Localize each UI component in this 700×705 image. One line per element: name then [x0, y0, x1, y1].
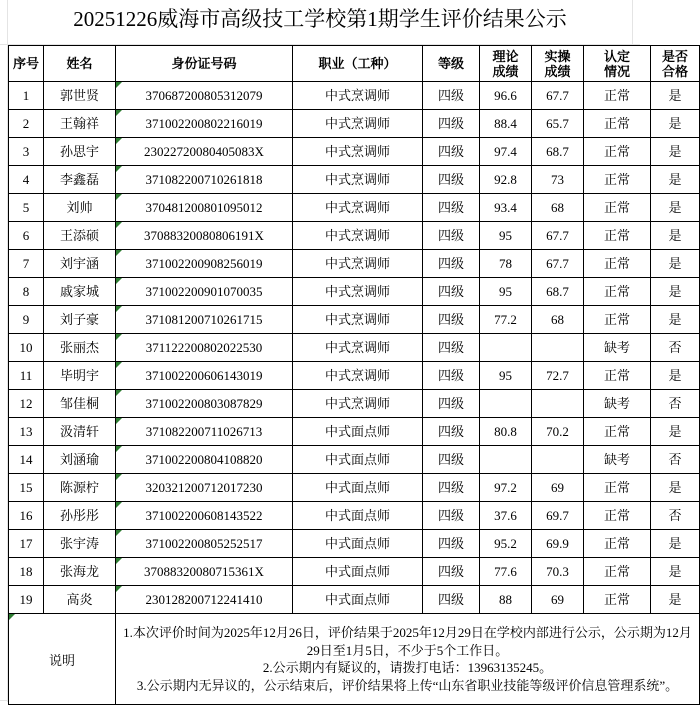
cell-level: 四级 [423, 138, 480, 166]
cell-occupation: 中式面点师 [293, 418, 423, 446]
cell-flag-icon [116, 334, 122, 340]
cell-occupation: 中式烹调师 [293, 222, 423, 250]
cell-practical-score: 67.7 [532, 222, 584, 250]
cell-level: 四级 [423, 558, 480, 586]
table-row [9, 446, 700, 474]
cell-level: 四级 [423, 586, 480, 614]
cell-id-number: 371002200608143522 [116, 502, 293, 530]
cell-pass: 是 [651, 222, 700, 250]
column-header-index: 序号 [9, 46, 44, 82]
cell-index: 5 [9, 194, 44, 222]
cell-practical-score: 73 [532, 166, 584, 194]
cell-pass: 是 [651, 474, 700, 502]
cell-id-number: 230128200712241410 [116, 586, 293, 614]
cell-index: 1 [9, 82, 44, 110]
cell-practical-score: 68.7 [532, 278, 584, 306]
cell-name: 高炎 [44, 586, 116, 614]
cell-flag-icon [116, 306, 122, 312]
cell-occupation: 中式烹调师 [293, 390, 423, 418]
cell-level: 四级 [423, 418, 480, 446]
cell-theory-score: 95 [480, 362, 532, 390]
cell-theory-score: 97.4 [480, 138, 532, 166]
table-row [9, 306, 700, 334]
cell-level: 四级 [423, 530, 480, 558]
cell-theory-score: 95 [480, 222, 532, 250]
cell-index: 6 [9, 222, 44, 250]
cell-status: 正常 [584, 474, 651, 502]
cell-index: 12 [9, 390, 44, 418]
column-header-name: 姓名 [44, 46, 116, 82]
cell-flag-icon [116, 110, 122, 116]
cell-occupation: 中式烹调师 [293, 110, 423, 138]
cell-level: 四级 [423, 110, 480, 138]
cell-name: 邹佳桐 [44, 390, 116, 418]
cell-theory-score: 88.4 [480, 110, 532, 138]
cell-flag-icon [116, 390, 122, 396]
cell-level: 四级 [423, 362, 480, 390]
table-header-row [9, 46, 700, 82]
notes-line-2: 2.公示期内有疑议的，请拨打电话：13963135245。 [262, 660, 553, 675]
cell-name: 张海龙 [44, 558, 116, 586]
cell-theory-score [480, 390, 532, 418]
cell-status: 正常 [584, 250, 651, 278]
cell-theory-score: 80.8 [480, 418, 532, 446]
column-header-pass [651, 46, 700, 82]
cell-practical-score [532, 334, 584, 362]
cell-occupation: 中式烹调师 [293, 306, 423, 334]
cell-practical-score: 68.7 [532, 138, 584, 166]
cell-flag-icon [116, 418, 122, 424]
cell-level: 四级 [423, 194, 480, 222]
cell-pass: 否 [651, 390, 700, 418]
notes-label: 说明 [9, 614, 116, 705]
cell-flag-icon [116, 166, 122, 172]
cell-level: 四级 [423, 502, 480, 530]
cell-id-number: 371002200901070035 [116, 278, 293, 306]
cell-practical-score: 67.7 [532, 250, 584, 278]
cell-name: 陈源柠 [44, 474, 116, 502]
cell-theory-score: 93.4 [480, 194, 532, 222]
cell-pass: 是 [651, 362, 700, 390]
table-row [9, 362, 700, 390]
column-header-practical-line2: 成绩 [544, 63, 571, 79]
cell-practical-score [532, 390, 584, 418]
cell-pass: 否 [651, 334, 700, 362]
cell-practical-score: 69 [532, 586, 584, 614]
cell-flag-icon [116, 446, 122, 452]
cell-level: 四级 [423, 278, 480, 306]
cell-flag-icon [116, 474, 122, 480]
cell-practical-score: 69 [532, 474, 584, 502]
cell-occupation: 中式烹调师 [293, 166, 423, 194]
cell-pass: 是 [651, 166, 700, 194]
cell-practical-score: 68 [532, 306, 584, 334]
cell-index: 10 [9, 334, 44, 362]
cell-id-number: 371002200803087829 [116, 390, 293, 418]
cell-pass: 是 [651, 530, 700, 558]
cell-occupation: 中式面点师 [293, 586, 423, 614]
table-header [9, 46, 700, 82]
cell-status: 正常 [584, 166, 651, 194]
cell-id-number: 320321200712017230 [116, 474, 293, 502]
cell-occupation: 中式面点师 [293, 558, 423, 586]
cell-index: 18 [9, 558, 44, 586]
cell-flag-icon [116, 194, 122, 200]
table-row [9, 250, 700, 278]
table-row [9, 222, 700, 250]
cell-practical-score: 69.9 [532, 530, 584, 558]
cell-practical-score: 68 [532, 194, 584, 222]
cell-occupation: 中式烹调师 [293, 362, 423, 390]
cell-index: 9 [9, 306, 44, 334]
cell-name: 王添硕 [44, 222, 116, 250]
cell-status: 正常 [584, 82, 651, 110]
cell-pass: 否 [651, 446, 700, 474]
cell-name: 刘宇涵 [44, 250, 116, 278]
cell-flag-icon [116, 530, 122, 536]
cell-id-number: 371082200710261818 [116, 166, 293, 194]
cell-id-number: 371002200606143019 [116, 362, 293, 390]
cell-name: 汲清轩 [44, 418, 116, 446]
cell-theory-score: 77.2 [480, 306, 532, 334]
cell-occupation: 中式烹调师 [293, 278, 423, 306]
cell-level: 四级 [423, 166, 480, 194]
cell-flag-icon [9, 614, 15, 620]
cell-practical-score: 72.7 [532, 362, 584, 390]
cell-level: 四级 [423, 222, 480, 250]
table-row [9, 194, 700, 222]
cell-flag-icon [116, 250, 122, 256]
cell-index: 15 [9, 474, 44, 502]
cell-name: 刘帅 [44, 194, 116, 222]
cell-level: 四级 [423, 306, 480, 334]
cell-name: 毕明宇 [44, 362, 116, 390]
cell-theory-score: 78 [480, 250, 532, 278]
cell-practical-score: 70.2 [532, 418, 584, 446]
cell-occupation: 中式面点师 [293, 502, 423, 530]
cell-pass: 是 [651, 194, 700, 222]
cell-occupation: 中式烹调师 [293, 82, 423, 110]
cell-status: 正常 [584, 362, 651, 390]
cell-flag-icon [116, 82, 122, 88]
cell-name: 李鑫磊 [44, 166, 116, 194]
column-header-pass-line1: 是否 [661, 48, 688, 64]
cell-theory-score: 96.6 [480, 82, 532, 110]
table-row [9, 82, 700, 110]
cell-theory-score: 95 [480, 278, 532, 306]
cell-theory-score: 92.8 [480, 166, 532, 194]
cell-level: 四级 [423, 250, 480, 278]
cell-flag-icon [116, 222, 122, 228]
table-row [9, 278, 700, 306]
cell-name: 刘涵瑜 [44, 446, 116, 474]
cell-pass: 是 [651, 82, 700, 110]
cell-theory-score [480, 446, 532, 474]
table-row [9, 558, 700, 586]
cell-theory-score: 97.2 [480, 474, 532, 502]
column-header-practical-score [532, 46, 584, 82]
cell-name: 孙彤彤 [44, 502, 116, 530]
cell-id-number: 371002200908256019 [116, 250, 293, 278]
cell-status: 缺考 [584, 334, 651, 362]
cell-level: 四级 [423, 82, 480, 110]
table-row [9, 166, 700, 194]
cell-index: 14 [9, 446, 44, 474]
cell-flag-icon [116, 558, 122, 564]
cell-index: 2 [9, 110, 44, 138]
cell-flag-icon [116, 586, 122, 592]
cell-id-number: 37088320080715361X [116, 558, 293, 586]
column-header-practical-line1: 实操 [544, 48, 571, 64]
cell-id-number: 37088320080806191X [116, 222, 293, 250]
cell-theory-score: 77.6 [480, 558, 532, 586]
cell-practical-score: 65.7 [532, 110, 584, 138]
cell-status: 正常 [584, 138, 651, 166]
cell-flag-icon [116, 502, 122, 508]
cell-status: 正常 [584, 194, 651, 222]
table-row [9, 502, 700, 530]
cell-status: 正常 [584, 586, 651, 614]
cell-index: 19 [9, 586, 44, 614]
cell-pass: 是 [651, 586, 700, 614]
column-header-theory-line1: 理论 [492, 48, 519, 64]
table-body [9, 82, 700, 614]
cell-id-number: 371002200804108820 [116, 446, 293, 474]
cell-level: 四级 [423, 446, 480, 474]
cell-status: 正常 [584, 222, 651, 250]
table-row [9, 138, 700, 166]
cell-theory-score: 88 [480, 586, 532, 614]
cell-id-number: 370481200801095012 [116, 194, 293, 222]
cell-pass: 否 [651, 502, 700, 530]
cell-id-number: 371002200805252517 [116, 530, 293, 558]
notes-line-1: 1.本次评价时间为2025年12月26日，评价结果于2025年12月29日在学校内部进行公示，公示期为12月29日至1月5日，不少于5个工作日。 [123, 625, 692, 658]
cell-pass: 是 [651, 558, 700, 586]
cell-name: 郭世贤 [44, 82, 116, 110]
cell-pass: 是 [651, 278, 700, 306]
cell-status: 正常 [584, 502, 651, 530]
cell-status: 正常 [584, 110, 651, 138]
cell-pass: 是 [651, 306, 700, 334]
cell-occupation: 中式面点师 [293, 474, 423, 502]
column-header-theory-line2: 成绩 [492, 63, 519, 79]
cell-practical-score [532, 446, 584, 474]
table-row [9, 110, 700, 138]
cell-index: 13 [9, 418, 44, 446]
cell-name: 张丽杰 [44, 334, 116, 362]
notes-line-3: 3.公示期内无异议的，公示结束后，评价结果将上传“山东省职业技能等级评价信息管理系统”。 [136, 677, 679, 693]
cell-theory-score [480, 334, 532, 362]
cell-name: 张宇涛 [44, 530, 116, 558]
cell-id-number: 370687200805312079 [116, 82, 293, 110]
cell-pass: 是 [651, 250, 700, 278]
cell-index: 8 [9, 278, 44, 306]
cell-level: 四级 [423, 474, 480, 502]
table-row [9, 390, 700, 418]
cell-id-number: 371081200710261715 [116, 306, 293, 334]
cell-status: 缺考 [584, 390, 651, 418]
cell-pass: 是 [651, 138, 700, 166]
column-header-pass-line2: 合格 [661, 63, 688, 79]
cell-index: 3 [9, 138, 44, 166]
column-header-theory-score [480, 46, 532, 82]
cell-flag-icon [116, 278, 122, 284]
cell-flag-icon [116, 138, 122, 144]
cell-index: 4 [9, 166, 44, 194]
cell-index: 7 [9, 250, 44, 278]
table-row [9, 586, 700, 614]
cell-index: 17 [9, 530, 44, 558]
column-header-status-line2: 情况 [603, 63, 630, 79]
cell-theory-score: 95.2 [480, 530, 532, 558]
results-table [8, 45, 700, 705]
cell-status: 正常 [584, 278, 651, 306]
notes-body [116, 614, 700, 705]
cell-occupation: 中式烹调师 [293, 250, 423, 278]
cell-flag-icon [116, 362, 122, 368]
cell-status: 正常 [584, 306, 651, 334]
cell-occupation: 中式面点师 [293, 446, 423, 474]
column-header-level: 等级 [423, 46, 480, 82]
table-footer [9, 614, 700, 705]
cell-pass: 是 [651, 110, 700, 138]
cell-practical-score: 67.7 [532, 82, 584, 110]
cell-occupation: 中式面点师 [293, 530, 423, 558]
cell-index: 11 [9, 362, 44, 390]
table-row [9, 474, 700, 502]
table-row [9, 334, 700, 362]
column-header-status-line1: 认定 [603, 48, 630, 64]
notes-row [9, 614, 700, 705]
cell-id-number: 371002200802216019 [116, 110, 293, 138]
cell-theory-score: 37.6 [480, 502, 532, 530]
cell-name: 孙思宇 [44, 138, 116, 166]
column-header-status [584, 46, 651, 82]
cell-practical-score: 69.7 [532, 502, 584, 530]
table-row [9, 418, 700, 446]
cell-name: 刘子豪 [44, 306, 116, 334]
cell-practical-score: 70.3 [532, 558, 584, 586]
page-title: 20251226威海市高级技工学校第1期学生评价结果公示 [73, 7, 567, 31]
column-header-id-number: 身份证号码 [116, 46, 293, 82]
cell-status: 正常 [584, 558, 651, 586]
table-row [9, 530, 700, 558]
cell-level: 四级 [423, 390, 480, 418]
cell-id-number: 23022720080405083X [116, 138, 293, 166]
cell-occupation: 中式烹调师 [293, 138, 423, 166]
cell-status: 正常 [584, 418, 651, 446]
cell-status: 缺考 [584, 446, 651, 474]
cell-occupation: 中式烹调师 [293, 334, 423, 362]
cell-level: 四级 [423, 334, 480, 362]
cell-name: 戚家城 [44, 278, 116, 306]
cell-pass: 是 [651, 418, 700, 446]
cell-id-number: 371122200802022530 [116, 334, 293, 362]
cell-id-number: 371082200711026713 [116, 418, 293, 446]
cell-name: 王翰祥 [44, 110, 116, 138]
cell-occupation: 中式烹调师 [293, 194, 423, 222]
cell-status: 正常 [584, 530, 651, 558]
cell-index: 16 [9, 502, 44, 530]
column-header-occupation: 职业（工种） [293, 46, 423, 82]
